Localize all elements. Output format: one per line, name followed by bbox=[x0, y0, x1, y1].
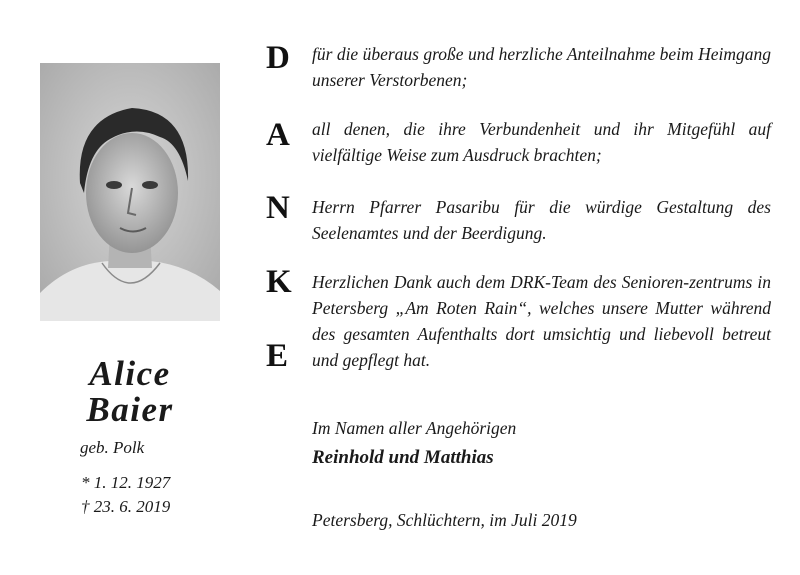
danke-letter-n: N bbox=[266, 190, 290, 226]
birth-date: * 1. 12. 1927 bbox=[81, 473, 171, 492]
deceased-last-name: Baier bbox=[86, 390, 174, 429]
maiden-name: geb. Polk bbox=[80, 438, 145, 457]
death-date: † 23. 6. 2019 bbox=[81, 497, 171, 516]
deceased-first-name: Alice bbox=[89, 354, 171, 393]
portrait-photo bbox=[40, 63, 220, 321]
thanks-paragraph-4: Herzlichen Dank auch dem DRK-Team des Senioren-zentrums in Petersberg „Am Roten Rain“, welches unsere Mutter während des gesamten Aufenthalts dort umsichtig und liebevoll betreut und gepflegt hat. bbox=[312, 272, 771, 370]
danke-letter-k: K bbox=[266, 264, 292, 300]
danke-letter-a: A bbox=[266, 117, 290, 153]
thanks-paragraph-1: für die überaus große und herzliche Anteilnahme beim Heimgang unserer Verstorbenen; bbox=[312, 44, 771, 90]
danke-letter-e: E bbox=[266, 338, 289, 374]
portrait-image bbox=[40, 63, 220, 321]
thanks-paragraph-3: Herrn Pfarrer Pasaribu für die würdige Gestaltung des Seelenamtes und der Beerdigung. bbox=[312, 197, 771, 243]
place-and-date: Petersberg, Schlüchtern, im Juli 2019 bbox=[312, 510, 577, 530]
signature-heading: Im Namen aller Angehörigen bbox=[312, 418, 517, 438]
signature-names: Reinhold und Matthias bbox=[312, 447, 494, 468]
danke-letter-d: D bbox=[266, 40, 290, 76]
thanks-paragraph-2: all denen, die ihre Verbundenheit und ihr Mitgefühl auf vielfältige Weise zum Ausdruck brachten; bbox=[312, 119, 771, 165]
